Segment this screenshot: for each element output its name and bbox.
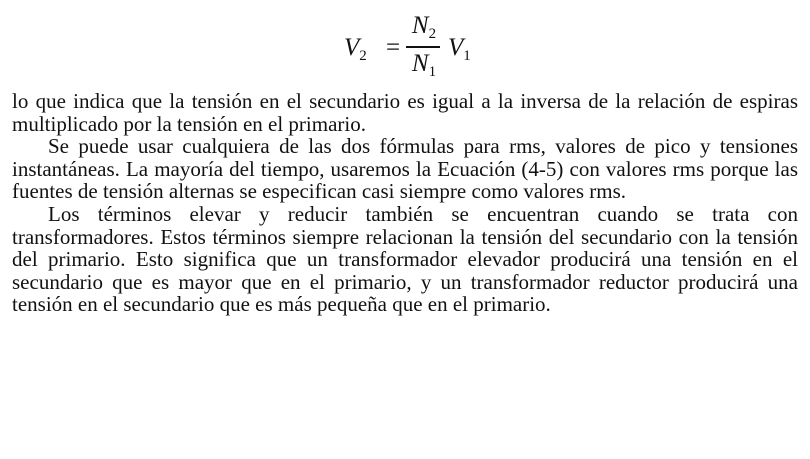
equation-denominator bbox=[404, 50, 444, 81]
equation-equals: = bbox=[386, 34, 401, 61]
equation-numerator bbox=[404, 12, 444, 43]
paragraph-2: Se puede usar cualquiera de las dos fórmulas para rms, valores de pico y tensiones instantáneas. La mayoría del tiempo, usaremos la Ecuación (4-5) con valores rms porque las fuentes de tensión alternas se especifican casi siempre como valores rms. bbox=[12, 134, 798, 204]
equation-num-sub: 2 bbox=[428, 26, 437, 42]
equation-rhs-var: V bbox=[448, 34, 464, 61]
paragraph-1: lo que indica que la tensión en el secundario es igual a la inversa de la relación de espiras multiplicado por la tensión en el primario. bbox=[12, 89, 798, 136]
equation-num-var: N bbox=[411, 12, 429, 39]
equation-lhs bbox=[344, 34, 367, 65]
body-text bbox=[12, 90, 798, 316]
equation-lhs-var: V bbox=[344, 34, 360, 61]
equation-den-var: N bbox=[411, 50, 429, 77]
paragraph-3: Los términos elevar y reducir también se encuentran cuando se trata con transformadores. Estos términos siempre relacionan la tensión del secundario con la tensión del primario. Esto significa que un transformador elevador producirá una tensión en el secundario que es mayor que en el primario, y un transformador reductor producirá una tensión en el secundario que es más pequeña que en el primario. bbox=[12, 201, 798, 317]
equation bbox=[0, 12, 810, 82]
equation-fraction bbox=[404, 12, 444, 82]
equation-den-sub: 1 bbox=[428, 64, 437, 80]
equation-lhs-sub: 2 bbox=[359, 48, 367, 64]
equation-rhs bbox=[448, 34, 471, 65]
equation-fraction-bar bbox=[406, 46, 440, 48]
equation-rhs-sub: 1 bbox=[463, 48, 471, 64]
